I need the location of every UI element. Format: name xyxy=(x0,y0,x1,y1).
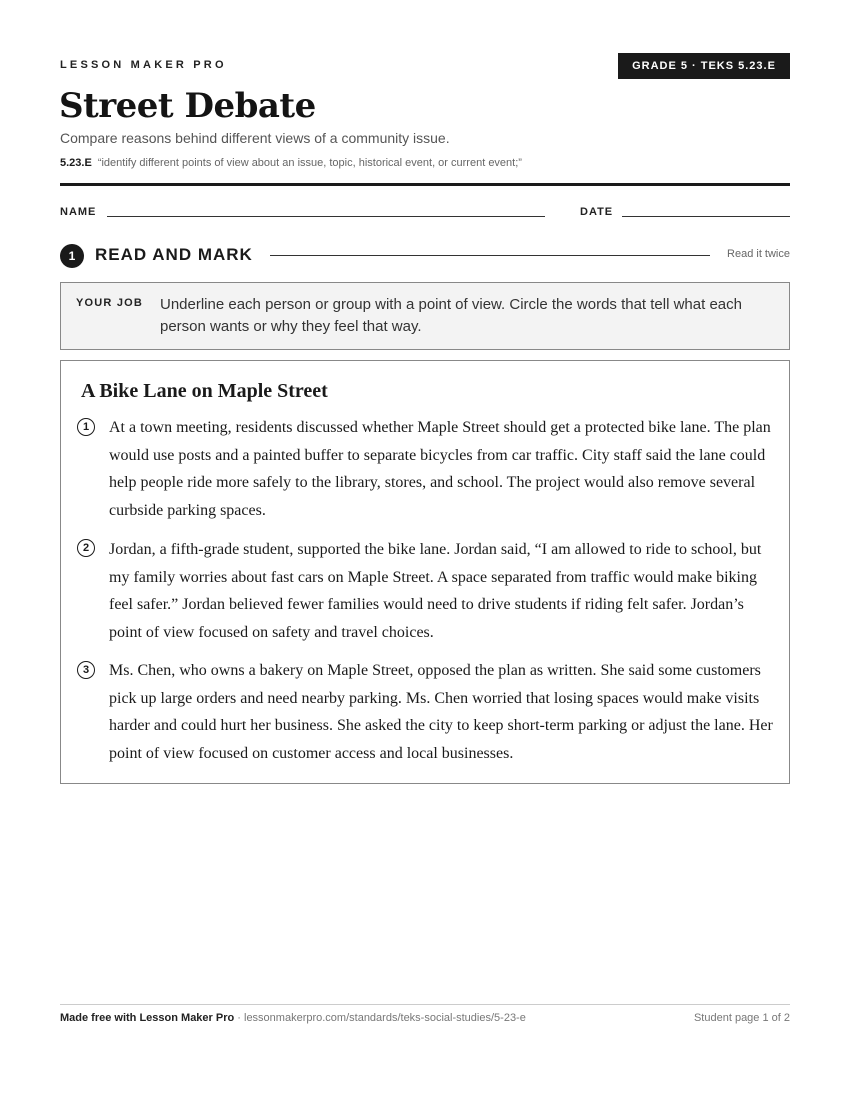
grade-badge: GRADE 5 · TEKS 5.23.E xyxy=(618,53,790,79)
date-label: DATE xyxy=(580,206,614,218)
footer-divider xyxy=(60,1004,790,1005)
page-subtitle: Compare reasons behind different views of a community issue. xyxy=(60,130,450,146)
instructions-label: YOUR JOB xyxy=(76,297,144,309)
footer-credit xyxy=(60,1012,526,1024)
instructions-text: Underline each person or group with a point of view. Circle the words that tell what each person wants or why they feel that way. xyxy=(160,296,742,335)
name-label: NAME xyxy=(60,206,97,218)
footer-made-with: Made free with Lesson Maker Pro xyxy=(60,1012,235,1024)
instructions-box xyxy=(60,282,790,350)
footer-page-number: Student page 1 of 2 xyxy=(693,1012,790,1024)
section-divider xyxy=(270,255,710,256)
standard-code: 5.23.E xyxy=(60,157,92,169)
reading-passage xyxy=(60,360,790,784)
paragraph-1: At a town meeting, residents discussed whether Maple Street should get a protected bike lane. The plan would use posts and a painted buffer to separate bicycles from car traffic. City staff said the lane could help people ride more safely to the library, stores, and school. The project would also remove several curbside parking spaces. xyxy=(109,419,771,519)
date-field[interactable] xyxy=(622,216,790,217)
section-note: Read it twice xyxy=(727,248,790,260)
paragraph-2: Jordan, a fifth-grade student, supported the bike lane. Jordan said, “I am allowed to ride to school, but my family worries about fast cars on Maple Street. A space separated from traffic would make biking feel safer.” Jordan believed fewer families would need to drive students if riding felt safer. Jordan’s point of view focused on safety and travel choices. xyxy=(109,541,762,641)
paragraph-3: Ms. Chen, who owns a bakery on Maple Street, opposed the plan as written. She said some customers pick up large orders and need nearby parking. Ms. Chen worried that losing spaces would make visits harder and could hurt her business. She asked the city to keep short-term parking or adjust the lane. Her point of view focused on customer access and local businesses. xyxy=(109,662,773,762)
paragraph-number-1: 1 xyxy=(77,418,95,436)
passage-title: A Bike Lane on Maple Street xyxy=(81,380,328,402)
page-title: Street Debate xyxy=(59,86,316,126)
header-divider xyxy=(60,183,790,186)
paragraph-number-3: 3 xyxy=(77,661,95,679)
section-number-badge: 1 xyxy=(60,244,84,268)
section-title: READ AND MARK xyxy=(95,245,253,264)
standard-line xyxy=(60,157,522,169)
brand-name: LESSON MAKER PRO xyxy=(60,59,227,71)
footer-url: · lessonmakerpro.com/standards/teks-social-studies/5-23-e xyxy=(234,1012,526,1024)
paragraph-number-2: 2 xyxy=(77,539,95,557)
standard-text: “identify different points of view about an issue, topic, historical event, or current event;” xyxy=(97,157,522,169)
name-field[interactable] xyxy=(107,216,545,217)
